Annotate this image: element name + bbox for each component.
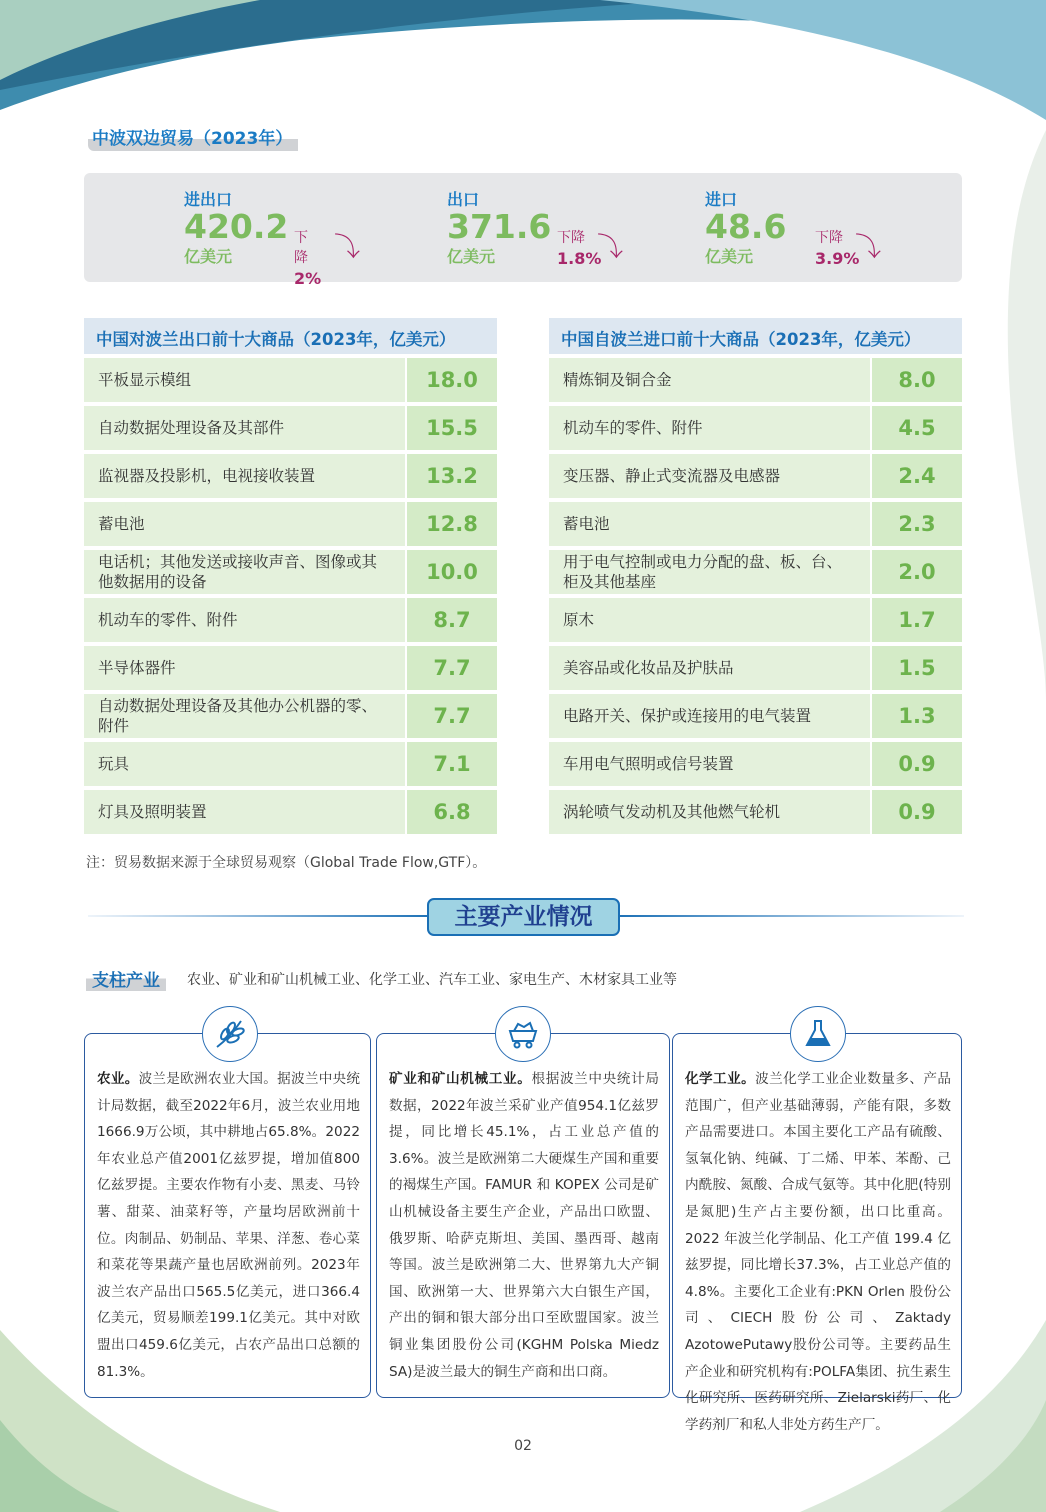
item-value: 8.7: [407, 598, 497, 642]
item-name: 美容品或化妆品及护肤品: [549, 646, 870, 690]
stat-1: [447, 187, 624, 268]
table-row: [84, 694, 497, 738]
card-agriculture: [84, 1033, 371, 1398]
wheat-icon: [202, 1006, 258, 1062]
table-row: [84, 406, 497, 450]
item-value: 7.7: [407, 694, 497, 738]
stat-value: 371.6: [447, 207, 552, 246]
item-value: 6.8: [407, 790, 497, 834]
stat-label: 进出口: [184, 190, 233, 209]
change-label: 下降: [815, 230, 843, 246]
stat-value: 420.2: [184, 207, 289, 246]
table-row: [84, 550, 497, 594]
card-text: 根据波兰中央统计局数据，2022年波兰采矿业产值954.1亿兹罗提，同比增长45.1%，占工业总产值的3.6%。波兰是欧洲第二大硬煤生产国和重要的褐煤生产国。FAMUR 和 KOPEX 公司是矿山机械设备主要生产企业，产品出口欧盟、俄罗斯、哈萨克斯坦、美国、墨西哥、越南等国。波兰是欧洲第二大、世界第九大产铜国、欧洲第一大、世界第六大白银生产国，产出的铜和银大部分出口至欧盟国家。波兰铜业集团股份公司(KGHM Polska Miedz SA)是波兰最大的铜生产商和出口商。: [389, 1071, 660, 1380]
table-row: [549, 646, 962, 690]
item-name: 自动数据处理设备及其部件: [84, 406, 405, 450]
item-name: 电路开关、保护或连接用的电气装置: [549, 694, 870, 738]
item-value: 12.8: [407, 502, 497, 546]
card-text: 波兰是欧洲农业大国。据波兰中央统计局数据，截至2022年6月，波兰农业用地1666.9万公顷，其中耕地占65.8%。2022年农业总产值2001亿兹罗提，增加值800亿兹罗提。主要农作物有小麦、黑麦、马铃薯、甜菜、油菜籽等，产量均居欧洲前十位。肉制品、奶制品、苹果、洋葱、卷心菜和菜花等果蔬产量也居欧洲前列。2023年波兰农产品出口565.5亿美元，进口366.4亿美元，贸易顺差199.1亿美元。其中对欧盟出口459.6亿美元，占农产品出口总额的81.3%。: [97, 1071, 361, 1380]
item-value: 4.5: [872, 406, 962, 450]
page-number: 02: [514, 1438, 532, 1454]
item-name: 平板显示模组: [84, 358, 405, 402]
stat-label: 出口: [447, 190, 480, 209]
stat-change: [557, 227, 601, 268]
item-value: 7.7: [407, 646, 497, 690]
item-name: 机动车的零件、附件: [549, 406, 870, 450]
pillar-value: 农业、矿业和矿山机械工业、化学工业、汽车工业、家电生产、木材家具工业等: [187, 972, 677, 988]
item-name: 灯具及照明装置: [84, 790, 405, 834]
flask-icon: [790, 1006, 846, 1062]
table-row: [84, 454, 497, 498]
arrow-down-icon: ⤵: [597, 233, 624, 263]
import-table: [549, 318, 962, 834]
card-title: 化学工业。: [685, 1071, 756, 1087]
item-value: 10.0: [407, 550, 497, 594]
export-table-title: 中国对波兰出口前十大商品（2023年，亿美元）: [84, 318, 497, 354]
item-value: 13.2: [407, 454, 497, 498]
table-row: [549, 598, 962, 642]
table-row: [549, 358, 962, 402]
item-name: 机动车的零件、附件: [84, 598, 405, 642]
card-text: 波兰化学工业企业数量多、产品范围广，但产业基础薄弱，产能有限，多数产品需要进口。本国主要化工产品有硫酸、氢氧化钠、纯碱、丁二烯、甲苯、苯酚、己内酰胺、氮酸、合成气氨等。其中化肥(特别是氮肥)生产占主要份额，出口比重高。2022 年波兰化学制品、化工产值 199.4 亿兹罗提，同比增长37.3%，占工业总产值的4.8%。主要化工企业有:PKN Orlen 股份公司、CIECH股份公司、Zaktady AzotowePutawy股份公司等。主要药品生产企业和研究机构有:POLFA集团、抗生素生化研究所、医药研究所、Zielarski药厂、化学药剂厂和私人非处方药生产厂。: [685, 1071, 952, 1433]
item-value: 15.5: [407, 406, 497, 450]
card-title: 农业。: [97, 1071, 139, 1087]
item-value: 2.0: [872, 550, 962, 594]
table-row: [549, 550, 962, 594]
table-row: [84, 646, 497, 690]
item-value: 7.1: [407, 742, 497, 786]
item-name: 车用电气照明或信号装置: [549, 742, 870, 786]
section-title: 中波双边贸易（2023年）: [88, 124, 298, 151]
table-row: [84, 790, 497, 834]
change-pct: 3.9%: [815, 249, 860, 268]
arrow-down-icon: ⤵: [334, 233, 361, 263]
stat-unit: 亿美元: [447, 247, 496, 266]
item-name: 原木: [549, 598, 870, 642]
stat-label: 进口: [705, 190, 738, 209]
item-name: 精炼铜及铜合金: [549, 358, 870, 402]
item-value: 1.7: [872, 598, 962, 642]
industry-banner: 主要产业情况: [427, 898, 620, 936]
item-name: 蓄电池: [549, 502, 870, 546]
item-value: 2.4: [872, 454, 962, 498]
table-row: [549, 502, 962, 546]
import-table-title: 中国自波兰进口前十大商品（2023年，亿美元）: [549, 318, 962, 354]
item-name: 半导体器件: [84, 646, 405, 690]
stat-change: [815, 227, 859, 268]
item-value: 1.3: [872, 694, 962, 738]
export-table: [84, 318, 497, 834]
stat-0: [184, 187, 361, 288]
arrow-down-icon: ⤵: [855, 233, 882, 263]
stat-change: [294, 227, 321, 288]
item-name: 监视器及投影机，电视接收装置: [84, 454, 405, 498]
item-name: 变压器、静止式变流器及电感器: [549, 454, 870, 498]
item-value: 2.3: [872, 502, 962, 546]
change-label: 下降: [557, 230, 585, 246]
table-row: [549, 406, 962, 450]
stat-2: [705, 187, 882, 268]
source-note: 注：贸易数据来源于全球贸易观察（Global Trade Flow,GTF）。: [86, 855, 487, 871]
item-name: 玩具: [84, 742, 405, 786]
table-row: [549, 454, 962, 498]
item-value: 8.0: [872, 358, 962, 402]
item-value: 0.9: [872, 790, 962, 834]
table-row: [84, 358, 497, 402]
change-pct: 1.8%: [557, 249, 602, 268]
pillar-label: 支柱产业: [86, 966, 166, 991]
change-label: 下降: [294, 230, 308, 266]
table-row: [549, 790, 962, 834]
change-pct: 2%: [294, 269, 322, 288]
item-name: 电话机；其他发送或接收声音、图像或其他数据用的设备: [84, 550, 405, 594]
table-row: [84, 742, 497, 786]
item-value: 0.9: [872, 742, 962, 786]
stat-unit: 亿美元: [705, 247, 754, 266]
item-value: 1.5: [872, 646, 962, 690]
table-row: [84, 598, 497, 642]
item-name: 用于电气控制或电力分配的盘、板、台、柜及其他基座: [549, 550, 870, 594]
card-title: 矿业和矿山机械工业。: [389, 1071, 532, 1087]
stat-value: 48.6: [705, 207, 787, 246]
trade-summary: [84, 173, 962, 288]
item-name: 自动数据处理设备及其他办公机器的零、附件: [84, 694, 405, 738]
card-chemical: [672, 1033, 962, 1433]
stat-unit: 亿美元: [184, 247, 233, 266]
table-row: [549, 742, 962, 786]
table-row: [84, 502, 497, 546]
item-name: 涡轮喷气发动机及其他燃气轮机: [549, 790, 870, 834]
item-value: 18.0: [407, 358, 497, 402]
mine-cart-icon: [495, 1006, 551, 1062]
item-name: 蓄电池: [84, 502, 405, 546]
card-mining: [376, 1033, 670, 1398]
table-row: [549, 694, 962, 738]
